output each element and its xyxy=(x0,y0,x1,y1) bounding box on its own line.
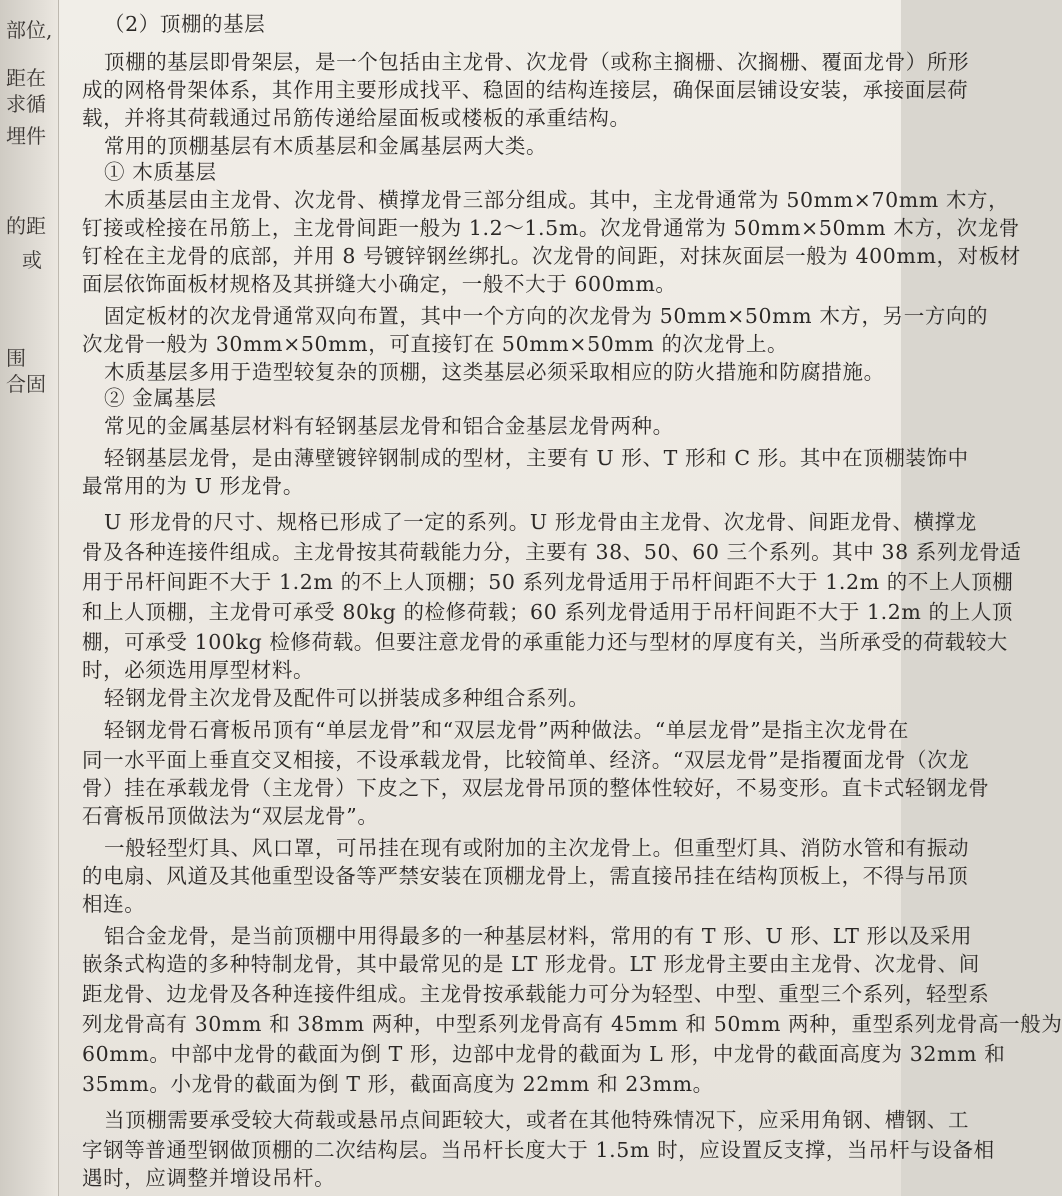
text-line: 同一水平面上垂直交叉相接，不设承载龙骨，比较简单、经济。“双层龙骨”是指覆面龙骨（次龙 xyxy=(82,748,970,772)
text-line: 载，并将其荷载通过吊筋传递给屋面板或楼板的承重结构。 xyxy=(82,106,631,130)
text-line: 石膏板吊顶做法为“双层龙骨”。 xyxy=(82,804,379,828)
text-line: 常见的金属基层材料有轻钢基层龙骨和铝合金基层龙骨两种。 xyxy=(104,414,674,438)
subheading-wood: ① 木质基层 xyxy=(104,160,217,184)
text-line: 的电扇、风道及其他重型设备等严禁安装在顶棚龙骨上，需直接吊挂在结构顶板上，不得与吊顶 xyxy=(82,864,969,888)
margin-fragment: 部位, xyxy=(6,18,53,42)
text-line: 相连。 xyxy=(82,892,146,916)
text-line: 当顶棚需要承受较大荷载或悬吊点间距较大，或者在其他特殊情况下，应采用角钢、槽钢、工 xyxy=(104,1108,970,1132)
margin-fragment: 埋件 xyxy=(6,124,46,148)
text-line: 常用的顶棚基层有木质基层和金属基层两大类。 xyxy=(104,134,548,158)
margin-fragment: 或 xyxy=(22,248,42,272)
text-line: 木质基层由主龙骨、次龙骨、横撑龙骨三部分组成。其中，主龙骨通常为 50mm×70mm 木方， xyxy=(104,188,1010,212)
text-line: 固定板材的次龙骨通常双向布置，其中一个方向的次龙骨为 50mm×50mm 木方，另一方向的 xyxy=(104,304,989,328)
previous-page-edge xyxy=(0,0,59,1196)
text-line: 面层依饰面板材规格及其拼缝大小确定，一般不大于 600mm。 xyxy=(82,272,677,296)
text-line: 次龙骨一般为 30mm×50mm，可直接钉在 50mm×50mm 的次龙骨上。 xyxy=(82,332,789,356)
subheading-metal: ② 金属基层 xyxy=(104,386,217,410)
margin-fragment: 距在 xyxy=(6,66,46,90)
text-line: 轻钢基层龙骨，是由薄壁镀锌钢制成的型材，主要有 U 形、T 形和 C 形。其中在顶棚装饰中 xyxy=(104,446,969,470)
text-line: 距龙骨、边龙骨及各种连接件组成。主龙骨按承载能力可分为轻型、中型、重型三个系列，轻型系 xyxy=(82,982,990,1006)
text-line: 铝合金龙骨，是当前顶棚中用得最多的一种基层材料，常用的有 T 形、U 形、LT 形以及采用 xyxy=(104,924,973,948)
text-line: 骨及各种连接件组成。主龙骨按其荷载能力分，主要有 38、50、60 三个系列。其中 38 系列龙骨适 xyxy=(82,540,1022,564)
text-line: 嵌条式构造的多种特制龙骨，其中最常见的是 LT 形龙骨。LT 形龙骨主要由主龙骨、次龙骨、间 xyxy=(82,952,980,976)
text-line: 顶棚的基层即骨架层，是一个包括由主龙骨、次龙骨（或称主搁栅、次搁栅、覆面龙骨）所形 xyxy=(104,50,970,74)
section-heading: （2）顶棚的基层 xyxy=(104,12,266,36)
text-line: 遇时，应调整并增设吊杆。 xyxy=(82,1166,336,1190)
text-line: 字钢等普通型钢做顶棚的二次结构层。当吊杆长度大于 1.5m 时，应设置反支撑，当吊杆与设备相 xyxy=(82,1138,995,1162)
text-line: 60mm。中部中龙骨的截面为倒 T 形，边部中龙骨的截面为 L 形，中龙骨的截面高度为 32mm 和 xyxy=(82,1042,1006,1066)
text-line: 列龙骨高有 30mm 和 38mm 两种，中型系列龙骨高有 45mm 和 50mm 两种，重型系列龙骨高一般为 xyxy=(82,1012,1062,1036)
text-line: 35mm。小龙骨的截面为倒 T 形，截面高度为 22mm 和 23mm。 xyxy=(82,1072,714,1096)
margin-fragment: 围 xyxy=(6,346,26,370)
text-line: 时，必须选用厚型材料。 xyxy=(82,658,315,682)
text-line: 钉接或栓接在吊筋上，主龙骨间距一般为 1.2～1.5m。次龙骨通常为 50mm×50mm 木方，次龙骨 xyxy=(82,216,1020,240)
text-line: 钉栓在主龙骨的底部，并用 8 号镀锌钢丝绑扎。次龙骨的间距，对抹灰面层一般为 400mm，对板材 xyxy=(82,244,1021,268)
text-line: 最常用的为 U 形龙骨。 xyxy=(82,474,305,498)
text-line: 骨）挂在承载龙骨（主龙骨）下皮之下，双层龙骨吊顶的整体性较好，不易变形。直卡式轻钢龙骨 xyxy=(82,776,990,800)
text-line: 用于吊杆间距不大于 1.2m 的不上人顶棚；50 系列龙骨适用于吊杆间距不大于 1.2m 的不上人顶棚 xyxy=(82,570,1014,594)
text-line: 和上人顶棚，主龙骨可承受 80kg 的检修荷载；60 系列龙骨适用于吊杆间距不大于 1.2m 的上人顶 xyxy=(82,600,1013,624)
text-line: 棚，可承受 100kg 检修荷载。但要注意龙骨的承重能力还与型材的厚度有关，当所承受的荷载较大 xyxy=(82,630,1008,654)
margin-fragment: 的距 xyxy=(6,214,46,238)
text-line: U 形龙骨的尺寸、规格已形成了一定的系列。U 形龙骨由主龙骨、次龙骨、间距龙骨、横撑龙 xyxy=(104,510,977,534)
margin-fragment: 求循 xyxy=(6,92,46,116)
text-line: 木质基层多用于造型较复杂的顶棚，这类基层必须采取相应的防火措施和防腐措施。 xyxy=(104,360,885,384)
text-line: 轻钢龙骨主次龙骨及配件可以拼装成多种组合系列。 xyxy=(104,686,590,710)
text-line: 成的网格骨架体系，其作用主要形成找平、稳固的结构连接层，确保面层铺设安装，承接面层荷 xyxy=(82,78,969,102)
text-line: 一般轻型灯具、风口罩，可吊挂在现有或附加的主次龙骨上。但重型灯具、消防水管和有振动 xyxy=(104,836,970,860)
text-line: 轻钢龙骨石膏板吊顶有“单层龙骨”和“双层龙骨”两种做法。“单层龙骨”是指主次龙骨在 xyxy=(104,718,909,742)
margin-fragment: 合固 xyxy=(6,372,46,396)
